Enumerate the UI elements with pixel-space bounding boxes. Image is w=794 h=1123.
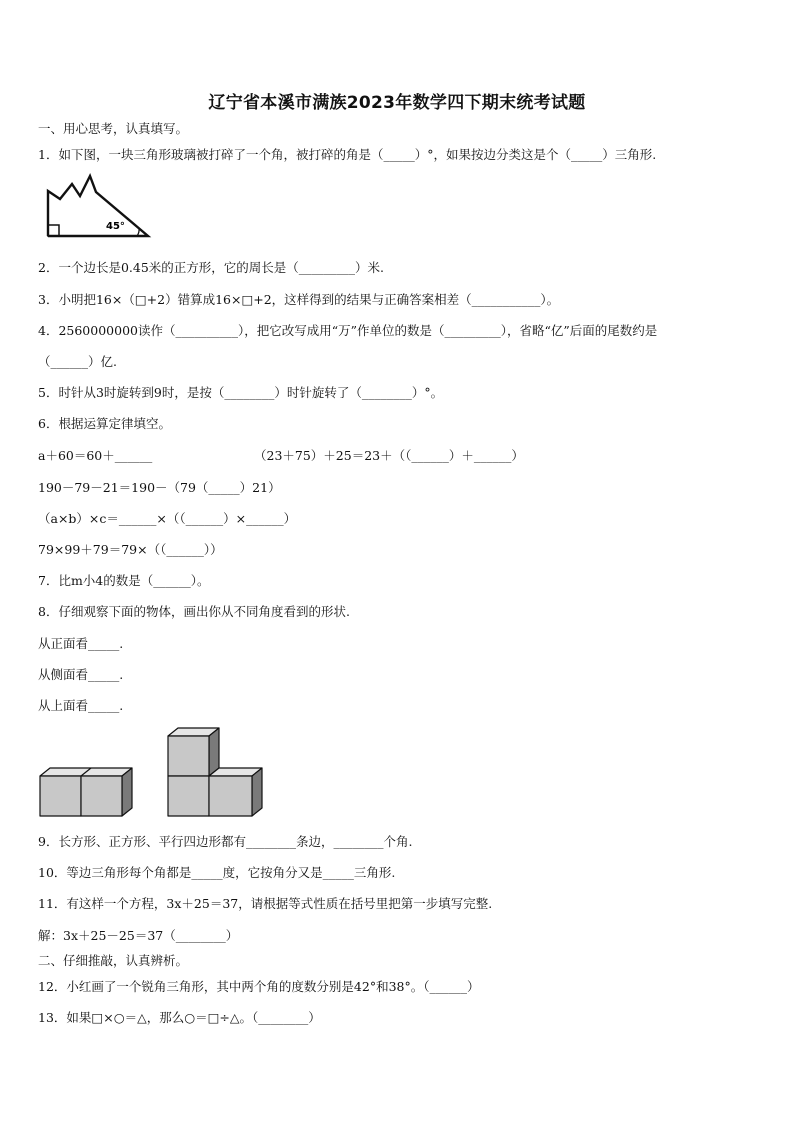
- section-1-heading: 一、用心思考，认真填写。: [38, 121, 189, 136]
- question-11: 11．有这样一个方程，3x＋25＝37，请根据等式性质在括号里把第一步填写完整.: [38, 896, 493, 911]
- question-13: 13．如果□×○＝△，那么○＝□÷△。（________）: [38, 1010, 321, 1025]
- question-6: 6．根据运算定律填空。: [38, 416, 171, 431]
- page-title: 辽宁省本溪市满族2023年数学四下期末统考试题: [208, 93, 586, 113]
- broken-triangle-figure: [44, 172, 152, 240]
- question-6b: （23＋75）＋25＝23＋（（______）＋______）: [254, 448, 524, 463]
- question-8-side: 从侧面看_____.: [38, 667, 124, 682]
- angle-label: 45°: [106, 221, 125, 232]
- section-2-heading: 二、仔细推敲，认真辨析。: [38, 953, 189, 968]
- three-cube-object: [168, 728, 262, 816]
- question-10: 10．等边三角形每个角都是_____度，它按角分又是_____三角形.: [38, 865, 396, 880]
- question-5: 5．时针从3时旋转到9时，是按（________）时针旋转了（________）°。: [38, 385, 444, 400]
- question-4-line2: （______）亿.: [38, 354, 117, 369]
- question-8-front: 从正面看_____.: [38, 636, 124, 651]
- question-6d: （a×b）×c＝______×（（______）×______）: [38, 511, 297, 526]
- question-8-top: 从上面看_____.: [38, 698, 124, 713]
- question-7: 7．比m小4的数是（______）。: [38, 573, 210, 588]
- question-6e: 79×99＋79＝79×（（______））: [38, 542, 223, 557]
- cube-figures: [36, 722, 270, 820]
- question-4-line1: 4．2560000000读作（__________），把它改写成用“万”作单位的数是（_________），省略“亿”后面的尾数约是: [38, 323, 658, 338]
- triangle-outline: [48, 176, 148, 236]
- question-9: 9．长方形、正方形、平行四边形都有________条边，________个角.: [38, 834, 413, 849]
- question-12: 12．小红画了一个锐角三角形，其中两个角的度数分别是42°和38°。（______）: [38, 979, 480, 994]
- question-6a: a＋60＝60＋______: [38, 448, 153, 463]
- right-angle-mark: [48, 225, 59, 236]
- question-8: 8．仔细观察下面的物体，画出你从不同角度看到的形状.: [38, 604, 350, 619]
- two-cube-object: [40, 768, 132, 816]
- question-3: 3．小明把16×（□+2）错算成16×□+2，这样得到的结果与正确答案相差（___________）。: [38, 292, 560, 307]
- question-11-solution: 解：3x＋25－25＝37（________）: [38, 928, 239, 943]
- question-1: 1．如下图，一块三角形玻璃被打碎了一个角，被打碎的角是（_____）°，如果按边分类这是个（_____）三角形.: [38, 147, 657, 162]
- question-2: 2．一个边长是0.45米的正方形，它的周长是（_________）米.: [38, 260, 385, 275]
- question-6c: 190－79－21＝190－（79（_____）21）: [38, 480, 281, 495]
